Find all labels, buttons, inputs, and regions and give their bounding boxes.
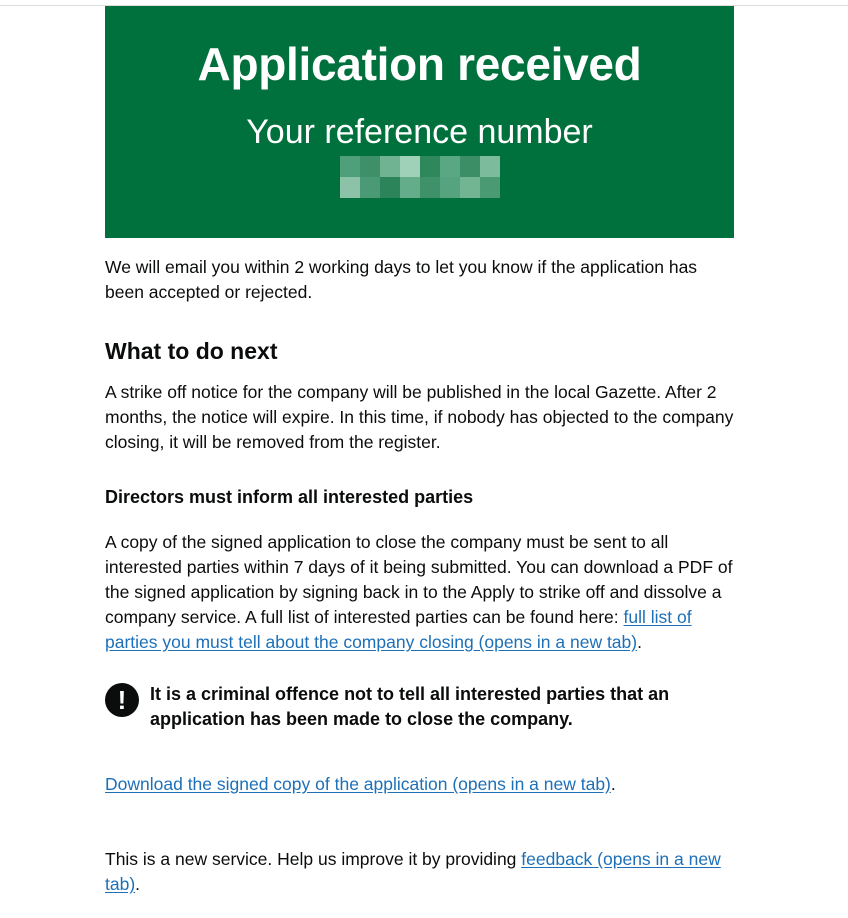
what-to-do-next-heading: What to do next (105, 338, 278, 364)
main-content (105, 6, 734, 897)
interested-parties-link[interactable]: full list of parties you must tell about the company closing (opens in a new tab) (105, 607, 692, 652)
confirmation-panel (105, 6, 734, 238)
download-text (105, 772, 734, 797)
download-application-link[interactable]: Download the signed copy of the application (opens in a new tab) (105, 774, 611, 794)
directors-heading: Directors must inform all interested parties (105, 487, 474, 507)
redaction-block (440, 177, 460, 198)
redaction-block (440, 156, 460, 177)
redaction-block (420, 156, 440, 177)
strike-off-notice-text: A strike off notice for the company will be published in the local Gazette. After 2 months, the notice will expire. In this time, if nobody has objected to the company closing, it will be removed from the register. (105, 382, 734, 452)
redaction-block (360, 177, 380, 198)
warning-text-block (105, 682, 734, 732)
reference-label: Your reference number (246, 113, 593, 151)
reference-number-redacted (340, 156, 500, 198)
redaction-block (340, 156, 360, 177)
redaction-block (340, 177, 360, 198)
warning-message: It is a criminal offence not to tell all interested parties that an application has been made to close the company. (150, 684, 670, 729)
panel-title: Application received (197, 38, 642, 90)
feedback-intro: This is a new service. Help us improve it by providing (105, 849, 522, 869)
redaction-block (380, 177, 400, 198)
redaction-block (460, 177, 480, 198)
redaction-block (360, 156, 380, 177)
redaction-block (420, 177, 440, 198)
feedback-link[interactable]: feedback (opens in a new tab) (105, 849, 721, 894)
redaction-block (480, 177, 500, 198)
redaction-block (400, 177, 420, 198)
feedback-text (105, 847, 734, 897)
intro-text: We will email you within 2 working days to let you know if the application has been accepted or rejected. (105, 257, 698, 302)
redaction-block (480, 156, 500, 177)
feedback-link-suffix: . (135, 874, 141, 894)
redaction-block (380, 156, 400, 177)
redaction-block (400, 156, 420, 177)
redaction-block (460, 156, 480, 177)
download-link-suffix: . (610, 774, 616, 794)
directors-text (105, 530, 734, 655)
exclamation-icon: ! (105, 683, 139, 717)
directors-body: A copy of the signed application to close the company must be sent to all interested parties within 7 days of it being submitted. You can download a PDF of the signed application by signing back in to the Apply to strike off and dissolve a company service. A full list of interested parties can be found here: (105, 532, 733, 627)
directors-link-suffix: . (637, 632, 642, 652)
